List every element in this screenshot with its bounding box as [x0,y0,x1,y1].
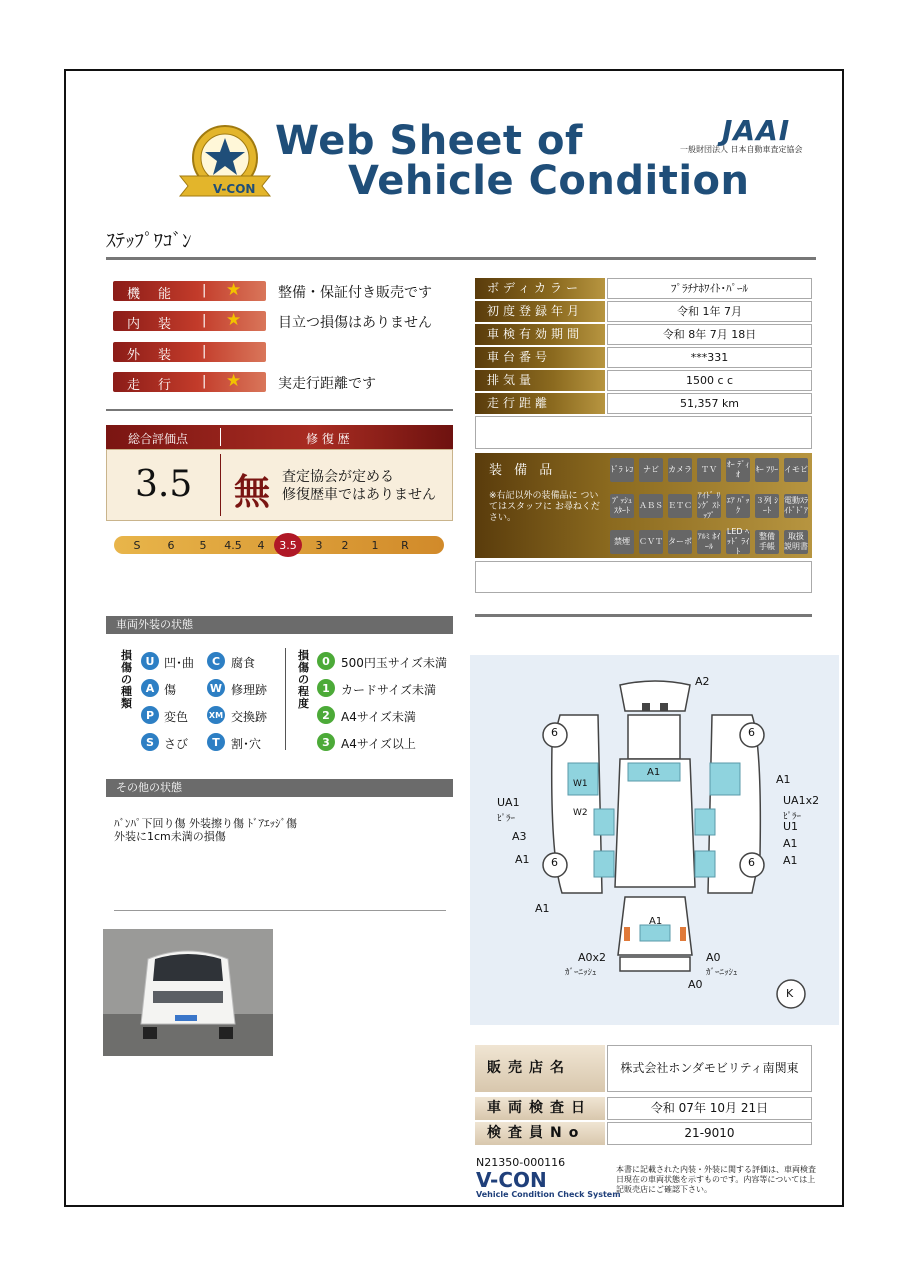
label-pillar-right: ﾋﾟﾗｰ [783,812,802,822]
legend-text: カードサイズ未満 [341,683,437,697]
category-function-text: 整備・保証付き販売です [278,285,432,301]
equipment-blank-box [475,561,812,593]
legend-badge: A [141,679,159,697]
legend-badge: 0 [317,652,335,670]
legend-badge: W [207,679,225,697]
rank-item: 6 [167,538,175,552]
rank-item: 2 [341,538,349,552]
footer-code: N21350-000116 [476,1156,566,1169]
rank-item: 5 [199,538,207,552]
inspector-label: 検査員No [475,1122,605,1145]
equipment-item: ＴＶ [697,458,721,482]
equipment-item: イモビ [784,458,808,482]
equipment-item: 電動ｽﾗｲﾄﾞﾄﾞｱ [784,494,808,518]
category-exterior: 外装 | [113,342,266,362]
exterior-section-header: 車両外装の状態 [106,616,453,634]
label-a1-r3: A1 [783,854,798,867]
label-ua1x2: UA1x2 [783,794,820,807]
spec-value-displacement: 1500 c c [607,370,812,391]
score-body [106,449,453,521]
equipment-item: ターボ [668,530,692,554]
shop-value: 株式会社ホンダモビリティ南関東 [607,1045,812,1092]
label-a1-left: A1 [515,853,530,866]
rank-item: 4 [257,538,265,552]
label-a0-bottom: A0 [688,978,703,991]
other-rule [114,910,446,911]
footer-brand: V-CON [476,1168,547,1192]
spec-label-mileage: 走行距離 [475,393,605,414]
damage-diagram [470,655,839,1025]
equipment-item: 禁煙 [610,530,634,554]
legend-text: 割･穴 [231,737,262,751]
label-pillar-left: ﾋﾟﾗｰ [497,814,516,824]
spec-label-registration: 初度登録年月 [475,301,605,322]
legend-text: 凹･曲 [164,656,195,670]
label-a1-rear: A1 [649,916,663,927]
spec-label-color: ボディカラー [475,278,605,299]
score-header: 総合評価点 修 復 歴 [106,425,453,449]
label-ua1: UA1 [497,796,520,809]
org-name: 一般財団法人 日本自動車査定協会 [680,145,803,154]
repair-mark: 無 [234,471,271,513]
legend-badge: 3 [317,733,335,751]
title-rule [106,257,816,260]
footer-disclaimer: 本書に記載された内装・外装に関する評価は、車両検査日現在の車両状態を示すものです。内容等については上記販売店にご確認下さい。 [616,1165,816,1194]
other-line-2: 外装に1cm未満の損傷 [114,830,226,843]
legend-text: 500円玉サイズ未満 [341,656,447,670]
equipment-item: ｷｰ ﾌﾘｰ [755,458,779,482]
label-a0x2: A0x2 [578,951,607,964]
label-u1: U1 [783,820,799,833]
repair-text-2: 修復歴車ではありません [282,487,436,503]
label-w2: W2 [573,808,588,818]
car-photo [103,929,273,1056]
rank-item: 4.5 [224,538,242,552]
car-name: ｽﾃｯﾌﾟﾜｺﾞﾝ [106,230,192,252]
spec-value-chassis: ***331 [607,347,812,368]
legend-text: 腐食 [231,656,256,670]
damage-type-label: 損傷の種類 [121,649,132,710]
footer-brand-sub: Vehicle Condition Check System [476,1190,621,1199]
legend-badge: 1 [317,679,335,697]
tire-fr: 6 [748,726,755,739]
spec-value-registration: 令和 1年 7月 [607,301,812,322]
equipment-title: 装 備 品 [489,463,557,478]
star-icon: ★ [226,280,242,300]
equipment-item: ＡＢＳ [639,494,663,518]
equipment-item: ﾌﾟｯｼｭ ｽﾀｰﾄ [610,494,634,518]
legend-badge: S [141,733,159,751]
star-icon: ★ [226,310,242,330]
badge-text: V-CON [213,182,256,196]
label-garnish-left: ｶﾞｰﾆｯｼｭ [565,968,597,978]
equipment-note: ※右記以外の装備品に ついてはスタッフに お尋ねください。 [489,491,600,523]
equipment-item: ｱﾙﾐ ﾎｲｰﾙ [697,530,721,554]
repair-text-1: 査定協会が定める [282,469,394,485]
date-value: 令和 07年 10月 21日 [607,1097,812,1120]
label-garnish-right: ｶﾞｰﾆｯｼｭ [706,968,738,978]
spec-label-inspection: 車検有効期間 [475,324,605,345]
date-label: 車両検査日 [475,1097,605,1120]
category-driving: 走行 | ★ [113,372,266,392]
legend-text: さび [164,737,189,751]
spec-value-inspection: 令和 8年 7月 18日 [607,324,812,345]
category-interior-text: 目立つ損傷はありません [278,315,432,331]
inspector-value: 21-9010 [607,1122,812,1145]
label-a1-bottom-left: A1 [535,902,550,915]
label-a2: A2 [695,675,710,688]
label-k: K [786,987,794,1000]
equipment-item: ｱｲﾄﾞ ﾘﾝｸﾞ ｽﾄｯﾌﾟ [697,491,721,520]
label-a1-r2: A1 [783,837,798,850]
shop-label: 販売店名 [475,1045,605,1092]
damage-degree-label: 損傷の程度 [298,649,309,710]
spec-label-chassis: 車台番号 [475,347,605,368]
jaai-logo: JAAI [722,114,791,147]
label-w1: W1 [573,779,588,789]
tire-fl: 6 [551,726,558,739]
equipment-item: ﾄﾞﾗ ﾚｺ [610,458,634,482]
legend-badge: 2 [317,706,335,724]
title-line-2: Vehicle Condition [348,158,750,204]
tire-rr: 6 [748,856,755,869]
equipment-item: カメラ [668,458,692,482]
category-driving-text: 実走行距離です [278,376,376,392]
legend-badge: XM [207,706,225,724]
category-rule [106,409,453,411]
label-a0-right: A0 [706,951,721,964]
equipment-item: ３列 ｼｰﾄ [755,494,779,518]
equipment-item: ＥＴＣ [668,494,692,518]
legend-text: 変色 [164,710,189,724]
spec-value-color: ﾌﾟﾗﾁﾅﾎﾜｲﾄ･ﾊﾟｰﾙ [607,278,812,299]
equipment-item: 取扱 説明書 [784,530,808,554]
legend-text: A4サイズ以上 [341,737,416,751]
legend-badge: U [141,652,159,670]
legend-divider [285,648,286,750]
legend-text: 修理跡 [231,683,268,697]
equipment-item: ｴｱ ﾊﾞｯｸ [726,494,750,518]
equipment-item: ｵｰ ﾃﾞｨｵ [726,458,750,482]
category-function: 機能 | ★ [113,281,266,301]
legend-badge: C [207,652,225,670]
equipment-item: 整備 手帳 [755,530,779,554]
equipment-item: ＣＶＴ [639,530,663,554]
spec-label-displacement: 排気量 [475,370,605,391]
category-interior: 内装 | ★ [113,311,266,331]
other-section-header: その他の状態 [106,779,453,797]
label-a1-top: A1 [647,767,661,778]
legend-text: 傷 [164,683,177,697]
rank-item: S [133,538,141,552]
tire-rl: 6 [551,856,558,869]
legend-badge: P [141,706,159,724]
star-icon: ★ [226,371,242,391]
spec-blank-box [475,416,812,449]
legend-text: A4サイズ未満 [341,710,416,724]
other-line-1: ﾊﾞﾝﾊﾟ下回り傷 外装擦り傷 ﾄﾞｱｴｯｼﾞ傷 [114,817,297,830]
score-value: 3.5 [135,464,193,505]
rank-item: 3.5 [274,533,302,557]
equipment-item: ナビ [639,458,663,482]
rank-item: 3 [315,538,323,552]
legend-text: 交換跡 [231,710,268,724]
rank-item: R [401,538,409,552]
spec-value-mileage: 51,357 km [607,393,812,414]
equipment-item: LED ﾍｯﾄﾞ ﾗｲﾄ [726,527,750,556]
label-a3: A3 [512,830,527,843]
title-line-1: Web Sheet of [275,118,583,164]
right-rule [475,614,812,617]
legend-badge: T [207,733,225,751]
label-a1-right: A1 [776,773,791,786]
rank-item: 1 [371,538,379,552]
